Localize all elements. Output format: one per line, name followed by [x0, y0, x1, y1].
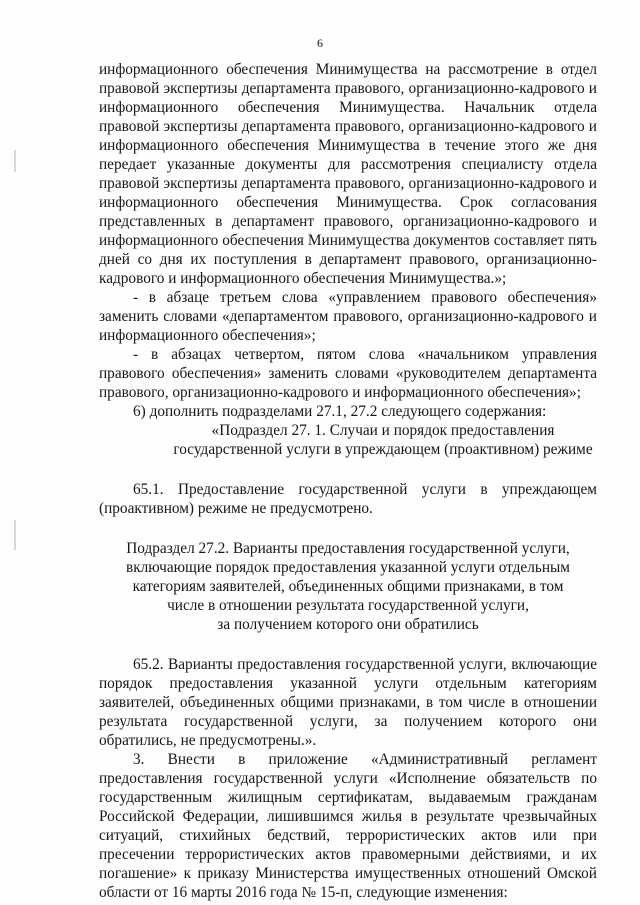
- paragraph: 3. Внести в приложение «Административный регламент предоставления государственной услуги «Исполнение обязательств по государственным жилищным сертификатам, выдаваемым гражданам Российской Федерации, лишившимся жилья в результате чрезвычайных ситуаций, стихийных бедствий, террористических актов или при пресечении террористических актов правомерными действиями, и их погашение» к приказу Министерства имущественных отношений Омской области от 16 марты 2016 года № 15-п, следующие изменения:: [99, 751, 597, 901]
- paragraph: 65.1. Предоставление государственной услуги в упреждающем (проактивном) режиме не предусмотрено.: [99, 481, 597, 517]
- heading-line: Подраздел 27.2. Варианты предоставления государственной услуги,: [126, 540, 570, 557]
- document-body: [99, 60, 597, 902]
- section-heading: [99, 539, 597, 634]
- scan-edge-mark: [14, 520, 16, 550]
- heading-line: «Подраздел 27. 1. Случаи и порядок предоставления: [211, 422, 555, 439]
- paragraph: - в абзацах четвертом, пятом слова «начальником управления правового обеспечения» заменить словами «руководителем департамента правового, организационно-кадрового и информационного обеспечения»;: [99, 346, 597, 401]
- heading-line: категориям заявителей, объединенных общими признаками, в том: [132, 578, 564, 595]
- paragraph: - в абзаце третьем слова «управлением правового обеспечения» заменить словами «департаментом правового, организационно-кадрового и информационного обеспечения»;: [99, 289, 597, 344]
- heading-line: числе в отношении результата государственной услуги,: [167, 597, 529, 614]
- paragraph: 65.2. Варианты предоставления государственной услуги, включающие порядок предоставления указанной услуги отдельным категориям заявителей, объединенных общими признаками, в том числе в отношении результата государственной услуги, за получением которого они обратились, не предусмотрены.».: [99, 656, 597, 749]
- page-number: 6: [317, 36, 323, 50]
- heading-line: за получением которого они обратились: [217, 616, 479, 633]
- heading-line: государственной услуги в упреждающем (проактивном) режиме: [173, 441, 593, 458]
- paragraph: 6) дополнить подразделами 27.1, 27.2 следующего содержания:: [133, 403, 547, 420]
- scan-edge-mark: [14, 150, 16, 172]
- section-heading: [99, 421, 597, 459]
- heading-line: включающие порядок предоставления указанной услуги отдельным: [126, 559, 570, 576]
- paragraph: информационного обеспечения Минимущества на рассмотрение в отдел правовой экспертизы департамента правового, организационно-кадрового и информационного обеспечения Минимущества. Начальник отдела правовой экспертизы департамента правового, организационно-кадрового и информационного обеспечения Минимущества в течение этого же дня передает указанные документы для рассмотрения специалисту отдела правовой экспертизы департамента правового, организационно-кадрового и информационного обеспечения Минимущества. Срок согласования представленных в департамент правового, организационно-кадрового и информационного обеспечения Минимущества документов составляет пять дней со дня их поступления в департамент правового, организационно-кадрового и информационного обеспечения Минимущества.»;: [99, 61, 597, 287]
